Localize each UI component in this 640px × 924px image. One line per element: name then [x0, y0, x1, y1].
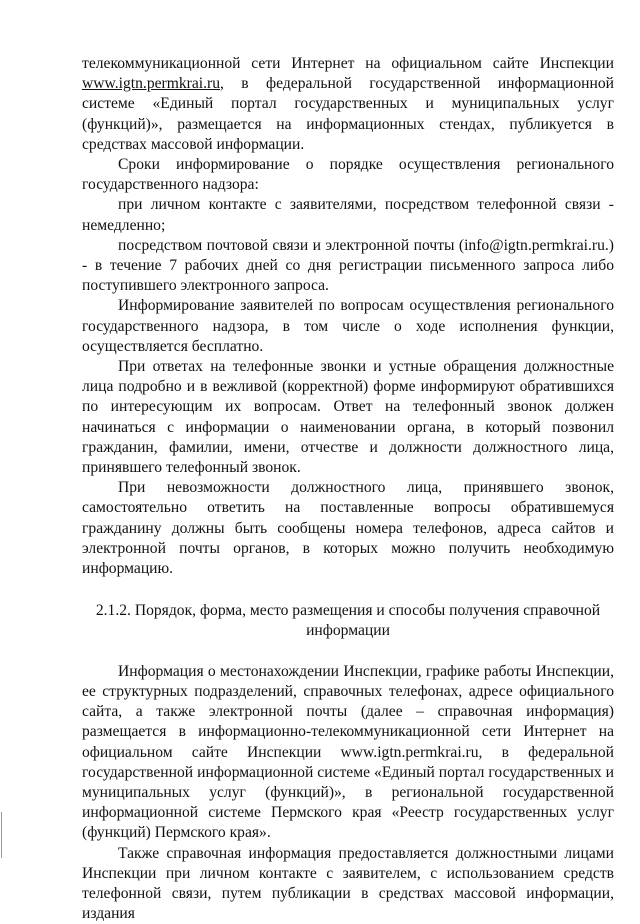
paragraph-text: , в федеральной государственной информационной системе «Единый портал государственных и муниципальных услуг (функций)», размещается на информационных стендах, публикуется в средствах массовой информации.	[82, 75, 614, 153]
inspection-website-link[interactable]: www.igtn.permkrai.ru	[82, 75, 220, 93]
paragraph-postal-email: посредством почтовой связи и электронной почты (info@igtn.permkrai.ru.) - в течение 7 рабочих дней со дня регистрации письменного запроса либо поступившего электронного запроса.	[82, 236, 614, 295]
section-heading-line-1: 2.1.2. Порядок, форма, место размещения и способы получения справочной	[95, 602, 601, 620]
scan-edge-mark	[1, 812, 2, 858]
paragraph-text: телекоммуникационной сети Интернет на официальном сайте Инспекции	[82, 55, 614, 72]
paragraph-info-deadlines: Сроки информирование о порядке осуществления регионального государственного надзора:	[82, 156, 614, 194]
document-page	[82, 54, 614, 924]
paragraph-phone-answers: При ответах на телефонные звонки и устные обращения должностные лица подробно и в вежливой (корректной) форме информируют обратившихся по интересующим их вопросам. Ответ на телефонный звонок должен начинаться с информации о наименовании органа, в который позвонил гражданин, фамилии, имени, отчестве и должности должностного лица, принявшего телефонный звонок.	[82, 358, 614, 477]
section-heading-line-2: информации	[306, 622, 390, 640]
section-heading	[82, 601, 614, 641]
paragraph-reference-info: Информация о местонахождении Инспекции, графике работы Инспекции, ее структурных подразделений, справочных телефонах, адресе официального сайта, а также электронной почты (далее – справочная информация) размещается в информационно-телекоммуникационной сети Интернет на официальном сайте Инспекции www.igtn.permkrai.ru, в федеральной государственной информационной системе «Единый портал государственных и муниципальных услуг (функций)», в региональной государственной информационной системе Пермского края «Реестр государственных услуг (функций) Пермского края».	[82, 662, 614, 842]
paragraph-free-info: Информирование заявителей по вопросам осуществления регионального государственного надзора, в том числе о ходе исполнения функции, осуществляется бесплатно.	[82, 297, 614, 355]
paragraph-unable-answer: При невозможности должностного лица, принявшего звонок, самостоятельно ответить на поставленные вопросы обратившемуся гражданину должны быть сообщены номера телефонов, адреса сайтов и электронной почты органов, в которых можно получить необходимую информацию.	[82, 479, 614, 578]
paragraph-continuation	[82, 54, 614, 155]
paragraph-reference-provided: Также справочная информация предоставляется должностными лицами Инспекции при личном контакте с заявителем, с использованием средств телефонной связи, путем публикации в средствах массовой информации, издания	[82, 844, 614, 923]
paragraph-personal-contact: при личном контакте с заявителями, посредством телефонной связи - немедленно;	[82, 196, 614, 234]
